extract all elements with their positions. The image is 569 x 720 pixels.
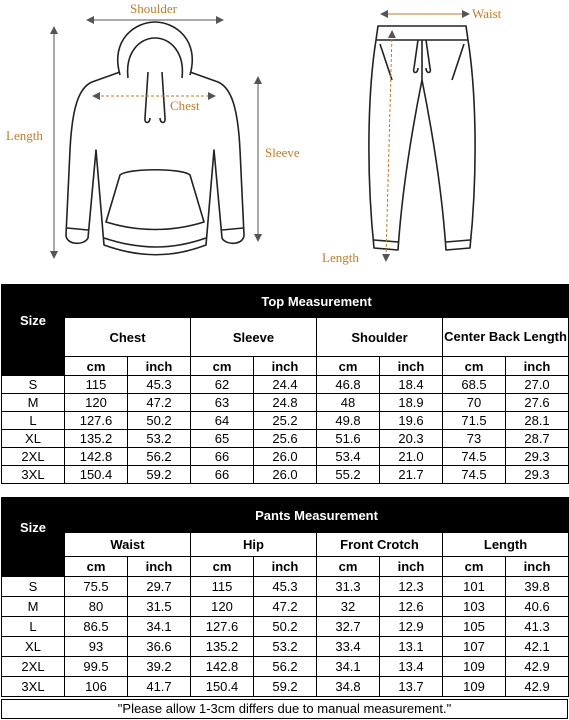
unit-cell: inch (128, 557, 191, 577)
value-cell: 24.8 (254, 394, 317, 412)
unit-cell: inch (128, 357, 191, 376)
unit-cell: inch (380, 557, 443, 577)
value-cell: 105 (443, 617, 506, 637)
value-cell: 63 (191, 394, 254, 412)
value-cell: 12.9 (380, 617, 443, 637)
value-cell: 53.4 (317, 448, 380, 466)
value-cell: 13.4 (380, 657, 443, 677)
garment-diagram (0, 0, 569, 282)
value-cell: 47.2 (254, 597, 317, 617)
value-cell: 74.5 (443, 466, 506, 484)
pants-length-label: Length (322, 250, 359, 265)
value-cell: 142.8 (65, 448, 128, 466)
value-cell: 34.1 (128, 617, 191, 637)
value-cell: 103 (443, 597, 506, 617)
value-cell: 13.7 (380, 677, 443, 697)
value-cell: 20.3 (380, 430, 443, 448)
top-table-title: Top Measurement (65, 285, 569, 318)
hoodie-length-label: Length (6, 128, 43, 143)
value-cell: 51.6 (317, 430, 380, 448)
value-cell: 42.9 (506, 677, 569, 697)
table-row (2, 430, 569, 448)
table-row (2, 448, 569, 466)
value-cell: 27.6 (506, 394, 569, 412)
value-cell: 135.2 (65, 430, 128, 448)
value-cell: 142.8 (191, 657, 254, 677)
value-cell: 29.3 (506, 466, 569, 484)
value-cell: 32 (317, 597, 380, 617)
value-cell: 46.8 (317, 376, 380, 394)
value-cell: 62 (191, 376, 254, 394)
value-cell: 101 (443, 577, 506, 597)
value-cell: 47.2 (128, 394, 191, 412)
value-cell: 42.9 (506, 657, 569, 677)
value-cell: 66 (191, 448, 254, 466)
group-header: Length (443, 533, 569, 557)
value-cell: 28.1 (506, 412, 569, 430)
hoodie-shoulder-label: Shoulder (130, 1, 177, 16)
value-cell: 32.7 (317, 617, 380, 637)
value-cell: 75.5 (65, 577, 128, 597)
value-cell: 39.8 (506, 577, 569, 597)
table-row (2, 376, 569, 394)
value-cell: 28.7 (506, 430, 569, 448)
value-cell: 120 (191, 597, 254, 617)
value-cell: 19.6 (380, 412, 443, 430)
value-cell: 56.2 (128, 448, 191, 466)
pants-guides (384, 14, 466, 258)
value-cell: 86.5 (65, 617, 128, 637)
value-cell: 120 (65, 394, 128, 412)
value-cell: 71.5 (443, 412, 506, 430)
value-cell: 29.7 (128, 577, 191, 597)
size-cell: XL (2, 637, 65, 657)
unit-cell: inch (380, 357, 443, 376)
unit-cell: cm (65, 357, 128, 376)
group-header: Center Back Length (443, 318, 569, 357)
pants-measurement-table (1, 497, 569, 697)
garment-illustration (0, 0, 569, 282)
unit-cell: cm (317, 357, 380, 376)
top-measurement-table (1, 284, 569, 484)
unit-cell: inch (254, 557, 317, 577)
unit-cell: inch (506, 557, 569, 577)
value-cell: 65 (191, 430, 254, 448)
value-cell: 26.0 (254, 448, 317, 466)
value-cell: 21.7 (380, 466, 443, 484)
unit-cell: cm (191, 557, 254, 577)
value-cell: 107 (443, 637, 506, 657)
group-header: Sleeve (191, 318, 317, 357)
value-cell: 150.4 (65, 466, 128, 484)
group-header: Front Crotch (317, 533, 443, 557)
value-cell: 50.2 (254, 617, 317, 637)
value-cell: 45.3 (254, 577, 317, 597)
group-header: Waist (65, 533, 191, 557)
value-cell: 64 (191, 412, 254, 430)
table-row (2, 657, 569, 677)
measurement-note: "Please allow 1-3cm differs due to manual measurement." (1, 699, 568, 719)
hoodie-sleeve-label: Sleeve (265, 145, 300, 160)
size-header: Size (2, 285, 65, 357)
value-cell: 34.1 (317, 657, 380, 677)
value-cell: 42.1 (506, 637, 569, 657)
value-cell: 127.6 (191, 617, 254, 637)
value-cell: 93 (65, 637, 128, 657)
value-cell: 39.2 (128, 657, 191, 677)
group-header: Chest (65, 318, 191, 357)
value-cell: 31.5 (128, 597, 191, 617)
value-cell: 59.2 (128, 466, 191, 484)
value-cell: 40.6 (506, 597, 569, 617)
size-cell: 3XL (2, 466, 65, 484)
table-row (2, 617, 569, 637)
unit-cell: inch (254, 357, 317, 376)
value-cell: 115 (65, 376, 128, 394)
value-cell: 53.2 (128, 430, 191, 448)
unit-cell: cm (443, 557, 506, 577)
table-row (2, 677, 569, 697)
value-cell: 24.4 (254, 376, 317, 394)
value-cell: 29.3 (506, 448, 569, 466)
table-row (2, 597, 569, 617)
size-cell: S (2, 376, 65, 394)
size-cell: L (2, 412, 65, 430)
hoodie-chest-label: Chest (170, 98, 200, 113)
group-header: Shoulder (317, 318, 443, 357)
unit-cell (2, 357, 65, 376)
value-cell: 135.2 (191, 637, 254, 657)
value-cell: 68.5 (443, 376, 506, 394)
value-cell: 41.3 (506, 617, 569, 637)
group-header: Hip (191, 533, 317, 557)
value-cell: 13.1 (380, 637, 443, 657)
value-cell: 18.9 (380, 394, 443, 412)
value-cell: 18.4 (380, 376, 443, 394)
size-cell: 3XL (2, 677, 65, 697)
value-cell: 27.0 (506, 376, 569, 394)
value-cell: 59.2 (254, 677, 317, 697)
size-cell: M (2, 597, 65, 617)
size-cell: L (2, 617, 65, 637)
value-cell: 25.2 (254, 412, 317, 430)
size-cell: XL (2, 430, 65, 448)
size-header: Size (2, 498, 65, 557)
table-row (2, 577, 569, 597)
unit-cell (2, 557, 65, 577)
value-cell: 70 (443, 394, 506, 412)
value-cell: 53.2 (254, 637, 317, 657)
value-cell: 115 (191, 577, 254, 597)
value-cell: 45.3 (128, 376, 191, 394)
value-cell: 33.4 (317, 637, 380, 657)
table-row (2, 412, 569, 430)
value-cell: 31.3 (317, 577, 380, 597)
size-cell: 2XL (2, 657, 65, 677)
value-cell: 66 (191, 466, 254, 484)
hoodie-drawing (66, 22, 244, 255)
value-cell: 12.3 (380, 577, 443, 597)
value-cell: 74.5 (443, 448, 506, 466)
size-cell: M (2, 394, 65, 412)
value-cell: 106 (65, 677, 128, 697)
unit-cell: inch (506, 357, 569, 376)
value-cell: 36.6 (128, 637, 191, 657)
value-cell: 48 (317, 394, 380, 412)
table-row (2, 466, 569, 484)
value-cell: 41.7 (128, 677, 191, 697)
table-row (2, 637, 569, 657)
value-cell: 55.2 (317, 466, 380, 484)
value-cell: 80 (65, 597, 128, 617)
unit-cell: cm (443, 357, 506, 376)
table-row (2, 394, 569, 412)
value-cell: 49.8 (317, 412, 380, 430)
value-cell: 21.0 (380, 448, 443, 466)
pants-table-title: Pants Measurement (65, 498, 569, 533)
size-cell: S (2, 577, 65, 597)
value-cell: 50.2 (128, 412, 191, 430)
value-cell: 150.4 (191, 677, 254, 697)
unit-cell: cm (191, 357, 254, 376)
value-cell: 109 (443, 657, 506, 677)
size-cell: 2XL (2, 448, 65, 466)
value-cell: 56.2 (254, 657, 317, 677)
value-cell: 109 (443, 677, 506, 697)
value-cell: 26.0 (254, 466, 317, 484)
value-cell: 25.6 (254, 430, 317, 448)
unit-row (2, 557, 569, 577)
unit-row (2, 357, 569, 376)
hoodie-guides (54, 20, 258, 255)
unit-cell: cm (317, 557, 380, 577)
value-cell: 99.5 (65, 657, 128, 677)
pants-waist-label: Waist (472, 6, 502, 21)
pants-drawing (369, 26, 475, 250)
value-cell: 73 (443, 430, 506, 448)
value-cell: 34.8 (317, 677, 380, 697)
unit-cell: cm (65, 557, 128, 577)
value-cell: 12.6 (380, 597, 443, 617)
value-cell: 127.6 (65, 412, 128, 430)
